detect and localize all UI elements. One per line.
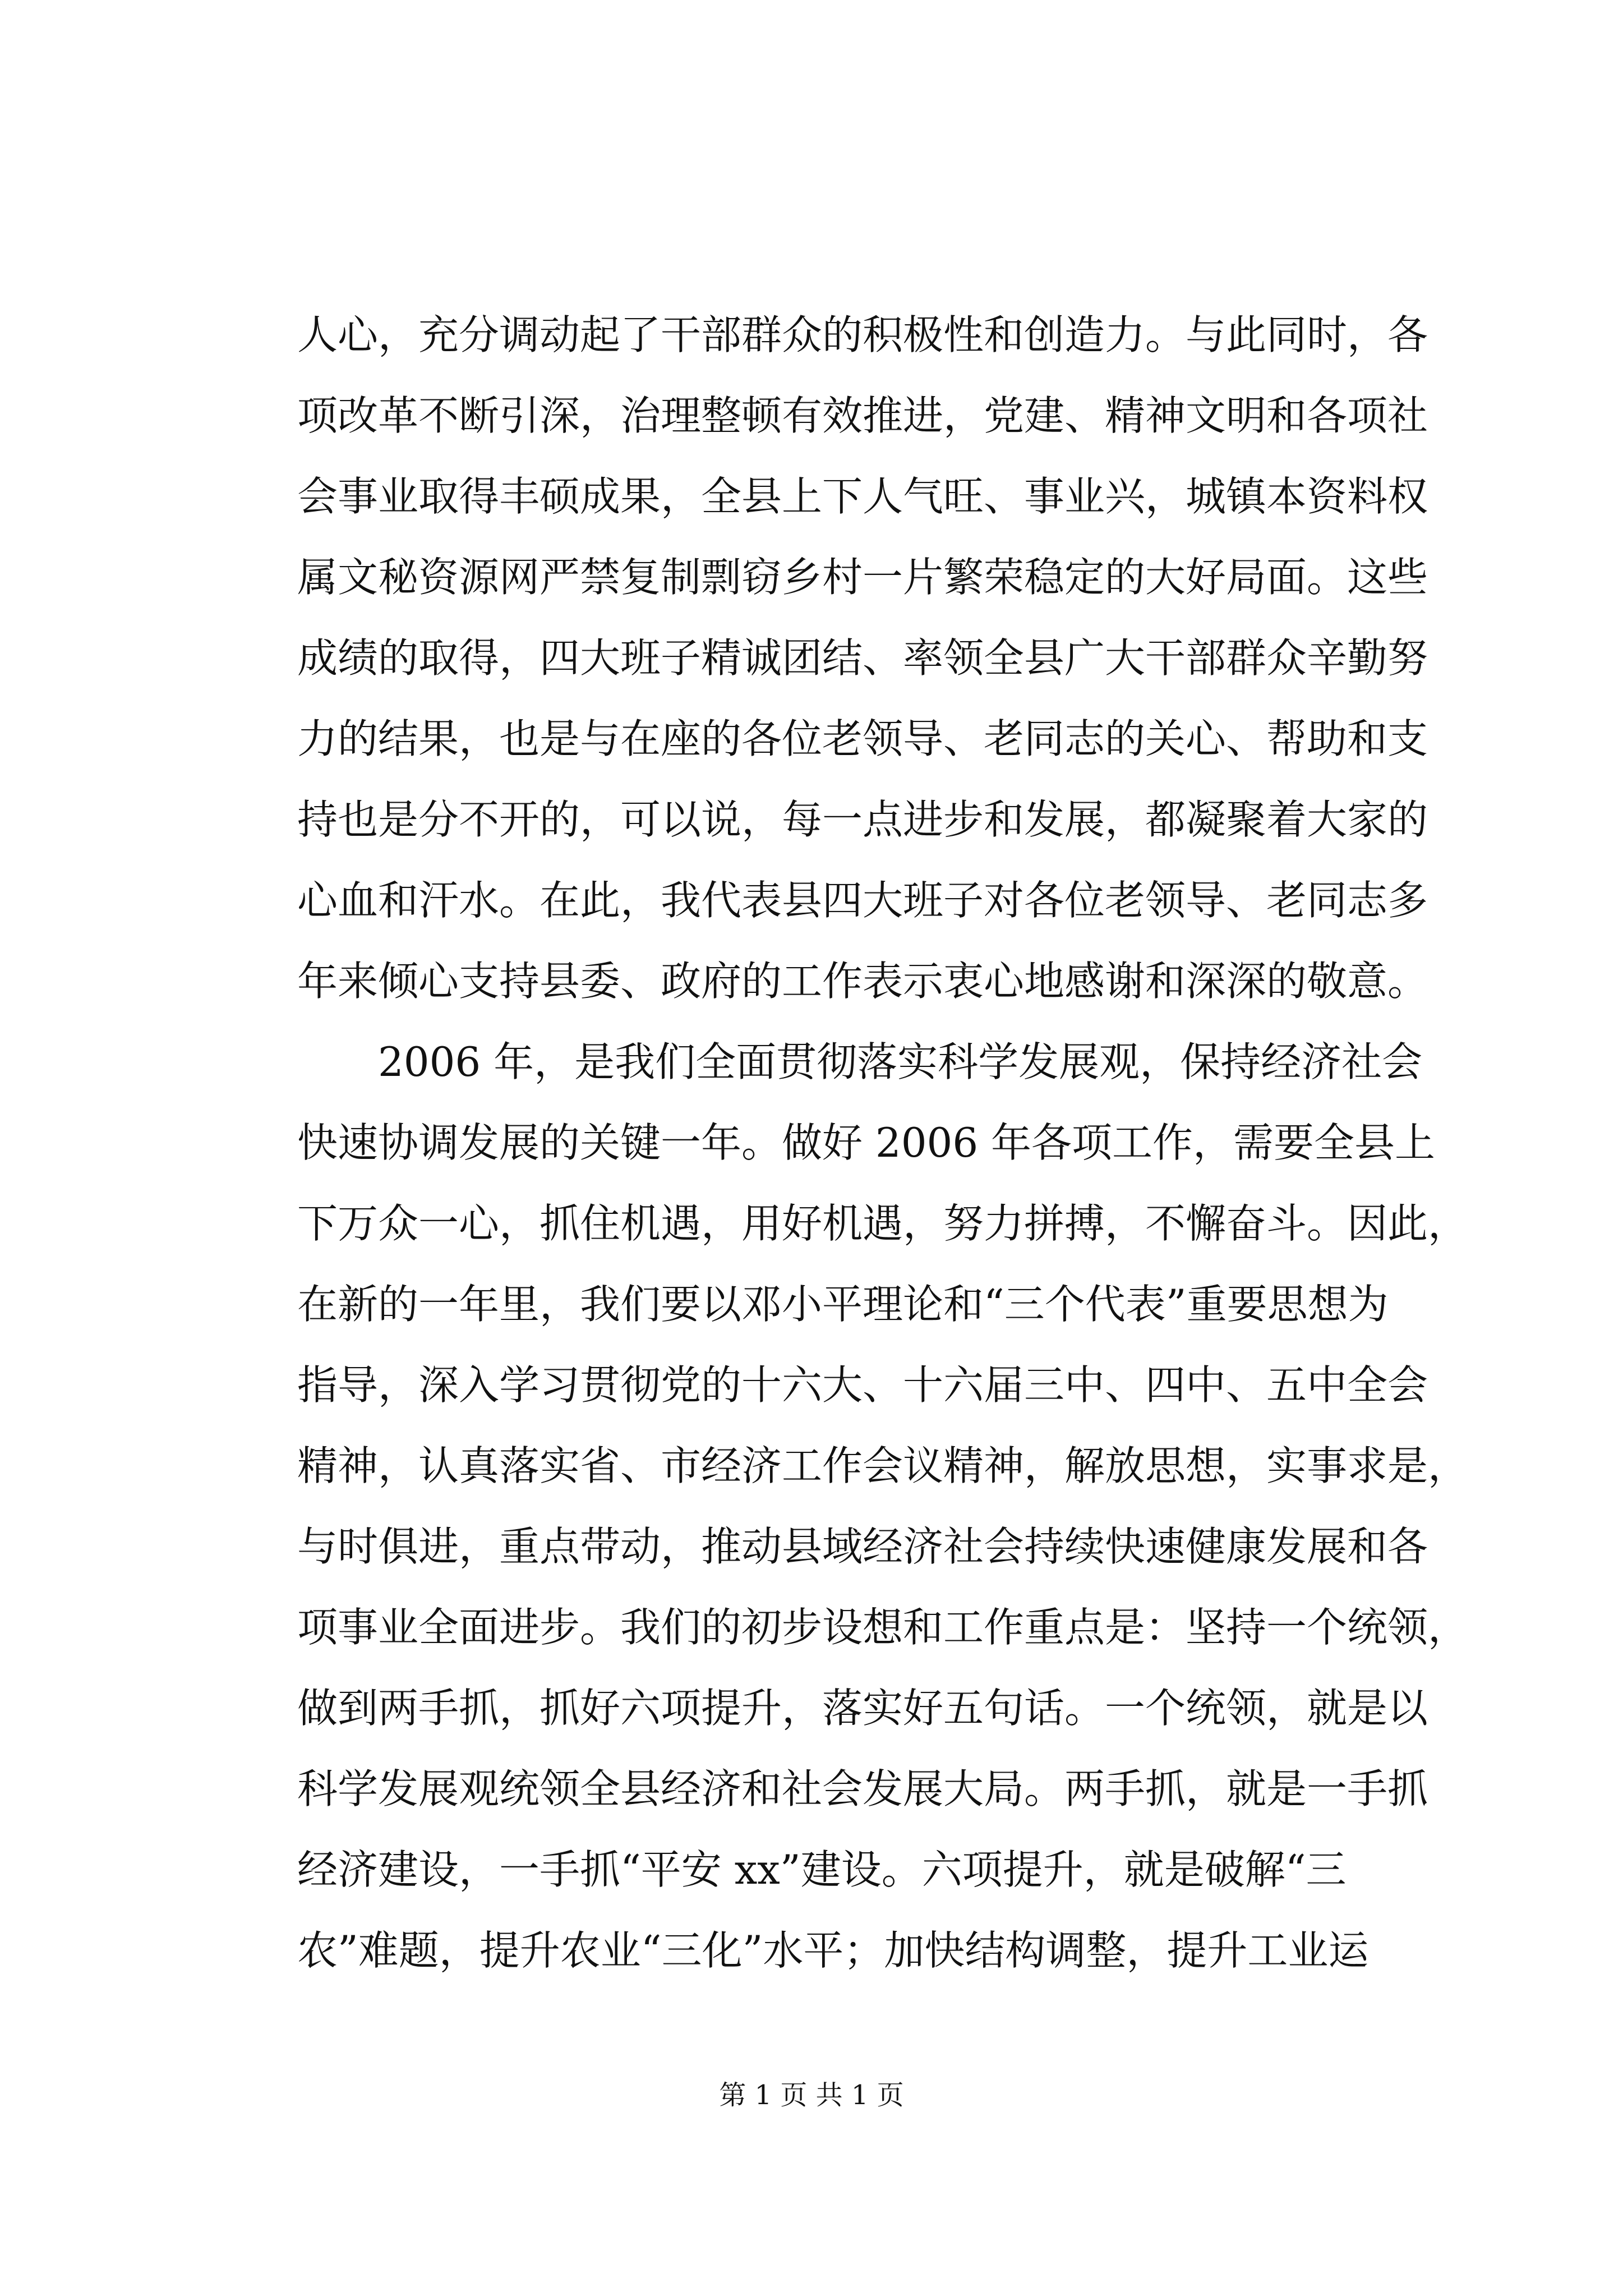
text-line: 下万众一心，抓住机遇，用好机遇，努力拼搏，不懈奋斗。因此，: [297, 1200, 1469, 1247]
text-line: 科学发展观统领全县经济和社会发展大局。两手抓，就是一手抓: [297, 1765, 1428, 1812]
paragraph-first-line: 2006 年，是我们全面贯彻落实科学发展观，保持经济社会: [378, 1038, 1423, 1085]
text-line: 属文秘资源网严禁复制剽窃乡村一片繁荣稳定的大好局面。这些: [297, 554, 1428, 601]
text-line: 农”难题，提升农业“三化”水平；加快结构调整，提升工业运: [297, 1927, 1369, 1974]
text-line: 年来倾心支持县委、政府的工作表示衷心地感谢和深深的敬意。: [297, 958, 1428, 1005]
text-line: 做到两手抓，抓好六项提升，落实好五句话。一个统领，就是以: [297, 1685, 1428, 1732]
text-line: 项事业全面进步。我们的初步设想和工作重点是：坚持一个统领，: [297, 1604, 1469, 1651]
text-line: 成绩的取得，四大班子精诚团结、率领全县广大干部群众辛勤努: [297, 634, 1428, 682]
text-line: 项改革不断引深，治理整顿有效推进，党建、精神文明和各项社: [297, 392, 1428, 439]
text-line: 与时俱进，重点带动，推动县域经济社会持续快速健康发展和各: [297, 1523, 1428, 1570]
text-line: 力的结果，也是与在座的各位老领导、老同志的关心、帮助和支: [297, 715, 1428, 762]
text-line: 快速协调发展的关键一年。做好 2006 年各项工作，需要全县上: [297, 1119, 1436, 1166]
document-body: [297, 295, 1469, 1991]
text-line: 人心，充分调动起了干部群众的积极性和创造力。与此同时，各: [297, 311, 1428, 358]
text-line: 持也是分不开的，可以说，每一点进步和发展，都凝聚着大家的: [297, 796, 1428, 843]
text-line: 指导，深入学习贯彻党的十六大、十六届三中、四中、五中全会: [297, 1361, 1428, 1409]
text-line: 经济建设，一手抓“平安 xx”建设。六项提升，就是破解“三: [297, 1846, 1347, 1893]
page-footer: [0, 2078, 1623, 2112]
page-number-label: 第 1 页 共 1 页: [719, 2079, 904, 2111]
text-line: 在新的一年里，我们要以邓小平理论和“三个代表”重要思想为: [297, 1281, 1389, 1328]
text-line: 心血和汗水。在此，我代表县四大班子对各位老领导、老同志多: [297, 877, 1428, 924]
text-line: 精神，认真落实省、市经济工作会议精神，解放思想，实事求是，: [297, 1442, 1469, 1489]
text-line: 会事业取得丰硕成果，全县上下人气旺、事业兴，城镇本资料权: [297, 473, 1428, 520]
